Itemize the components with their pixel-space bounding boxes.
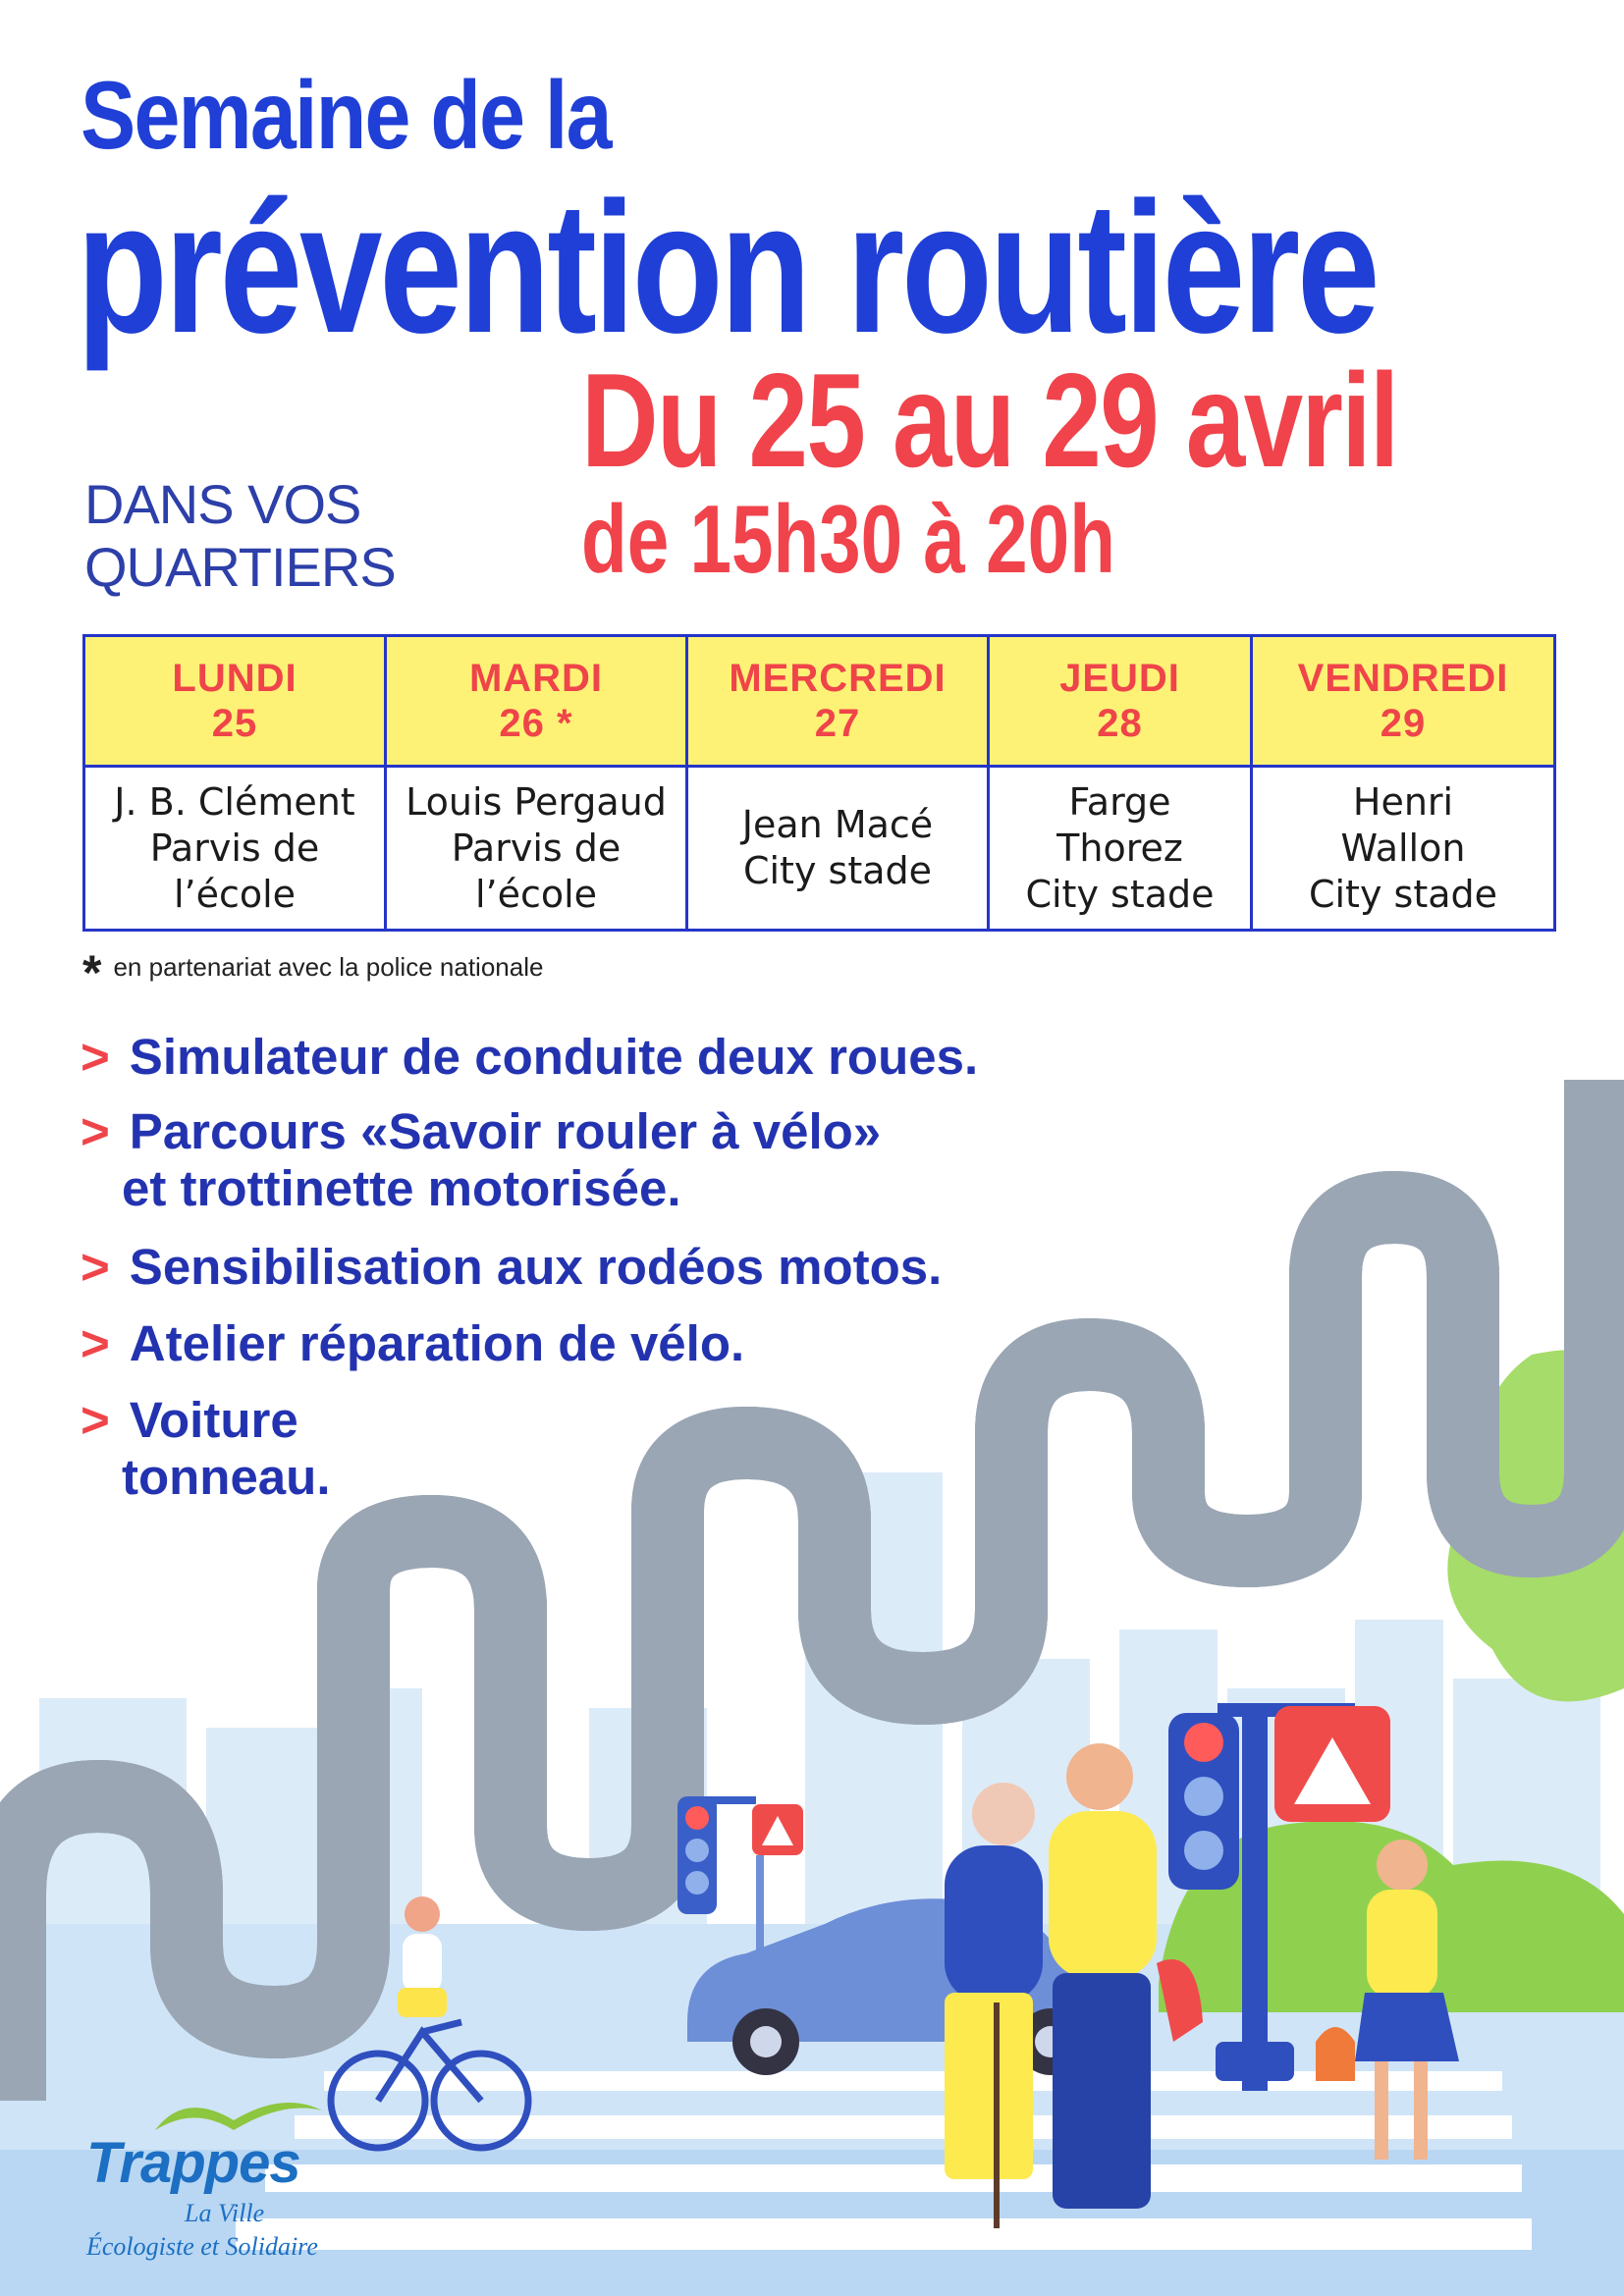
title-line-2: prévention routière (77, 164, 1378, 372)
quartiers-line-2: QUARTIERS (84, 536, 396, 598)
event-hours: de 15h30 à 20h (581, 485, 1115, 593)
place-cell-lundi: J. B. Clément Parvis de l’école (84, 767, 386, 931)
event-dates: Du 25 au 29 avril (581, 346, 1398, 495)
logo-name: Trappes (86, 2131, 300, 2195)
activity-parcours: > Parcours «Savoir rouler à vélo» et trottinette motorisée. (81, 1103, 882, 1216)
arrow-bullet-icon: > (81, 1392, 110, 1448)
activity-simulateur: > Simulateur de conduite deux roues. (81, 1029, 979, 1085)
footnote-star: * (82, 945, 102, 1000)
arrow-bullet-icon: > (81, 1315, 110, 1371)
activity-voiture: > Voiture tonneau. (81, 1392, 331, 1505)
logo-tagline-2: Écologiste et Solidaire (86, 2232, 318, 2261)
logo-tagline-1: La Ville (185, 2199, 265, 2227)
activity-sensibilisation: > Sensibilisation aux rodéos motos. (81, 1239, 943, 1295)
place-cell-mardi: Louis Pergaud Parvis de l’école (386, 767, 687, 931)
arrow-bullet-icon: > (81, 1239, 110, 1295)
activity-atelier: > Atelier réparation de vélo. (81, 1315, 745, 1371)
day-cell-vendredi: VENDREDI 29 (1252, 636, 1555, 767)
place-cell-vendredi: Henri Wallon City stade (1252, 767, 1555, 931)
quartiers-line-1: DANS VOS (84, 473, 361, 535)
place-cell-jeudi: Farge Thorez City stade (989, 767, 1252, 931)
day-cell-jeudi: JEUDI 28 (989, 636, 1252, 767)
footnote-text: en partenariat avec la police nationale (113, 952, 544, 982)
arrow-bullet-icon: > (81, 1029, 110, 1085)
place-cell-mercredi: Jean Macé City stade (687, 767, 989, 931)
trappes-logo (77, 2091, 361, 2277)
day-cell-mercredi: MERCREDI 27 (687, 636, 989, 767)
day-cell-mardi: MARDI 26 * (386, 636, 687, 767)
day-cell-lundi: LUNDI 25 (84, 636, 386, 767)
arrow-bullet-icon: > (81, 1103, 110, 1159)
title-line-1: Semaine de la (81, 61, 611, 169)
